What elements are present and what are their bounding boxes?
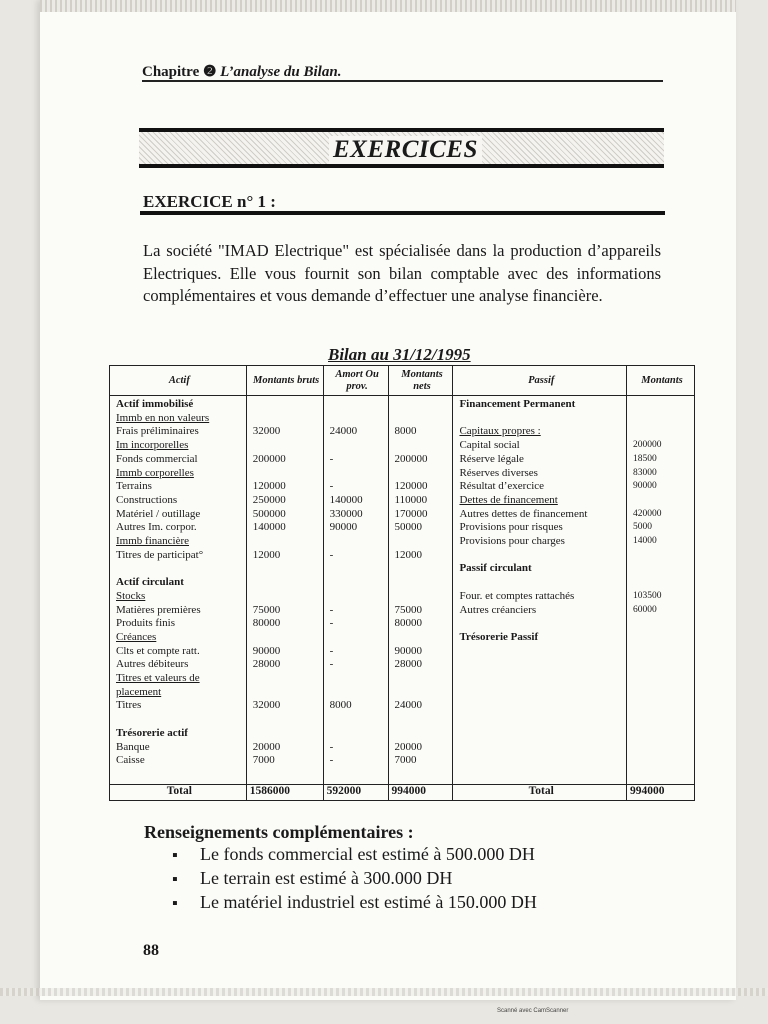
actif-label: Autres débiteurs [116, 658, 189, 671]
actif-label: Actif immobilisé [116, 398, 194, 410]
total-passif-value: 994000 [627, 785, 695, 801]
bruts-value: 32000 [252, 425, 281, 438]
amort-value: 24000 [329, 425, 358, 438]
renseignement-item: ▪ Le matériel industriel est estimé à 150.000 DH [172, 891, 537, 915]
renseignement-item: ▪ Le terrain est estimé à 300.000 DH [172, 867, 537, 891]
montants-column [630, 396, 694, 784]
exercices-banner [139, 128, 664, 168]
total-nets: 994000 [388, 785, 453, 801]
nets-value: 75000 [394, 603, 423, 616]
bruts-value: 120000 [252, 480, 286, 493]
actif-label: Titres de participat° [116, 548, 204, 561]
total-amort: 592000 [323, 785, 388, 801]
amort-value: 330000 [329, 507, 363, 520]
total-bruts: 1586000 [246, 785, 323, 801]
amort-value: - [329, 754, 334, 767]
amort-value: 8000 [329, 699, 352, 712]
amort-value: - [329, 480, 334, 493]
montants-value: 103500 [633, 590, 662, 601]
actif-label: Titres [116, 699, 142, 712]
nets-value: 7000 [394, 754, 417, 767]
bruts-value: 28000 [252, 658, 281, 671]
passif-label: Autres dettes de financement [459, 507, 588, 520]
passif-label: Autres créanciers [459, 603, 537, 616]
montants-value: 200000 [633, 440, 662, 451]
amort-value: - [329, 658, 334, 671]
amort-value: 140000 [329, 493, 363, 506]
bilan-table [109, 365, 695, 801]
nets-value: 20000 [394, 740, 423, 753]
actif-label: Fonds commercial [116, 452, 198, 465]
total-passif-label: Total [453, 785, 627, 801]
renseignements-title: Renseignements complémentaires : [144, 822, 414, 842]
chapter-header [142, 62, 341, 81]
nets-value: 110000 [394, 493, 428, 506]
renseignement-item: ▪ Le fonds commercial est estimé à 500.000 DH [172, 843, 537, 867]
header-nets: Montants nets [388, 366, 453, 396]
actif-label: Matières premières [116, 603, 201, 616]
nets-value: 80000 [394, 617, 423, 630]
actif-label: placement [116, 685, 162, 698]
actif-label: Terrains [116, 480, 152, 493]
actif-label: Immb en non valeurs [116, 411, 210, 424]
passif-label: Trésorerie Passif [459, 630, 539, 643]
exercise-title: EXERCICE n° 1 : [143, 192, 276, 211]
bilan-body-row [110, 396, 695, 785]
montants-value: 5000 [633, 522, 653, 533]
chapter-title: L’analyse du Bilan. [220, 64, 342, 80]
actif-label: Matériel / outillage [116, 507, 201, 520]
amort-column [327, 396, 388, 784]
montants-value: 90000 [633, 481, 657, 492]
header-amort: Amort Ou prov. [323, 366, 388, 396]
montants-value: 60000 [633, 604, 657, 615]
actif-label: Constructions [116, 493, 178, 506]
chapter-label: Chapitre ❷ [142, 64, 217, 80]
bruts-value: 500000 [252, 507, 286, 520]
page-number: 88 [143, 942, 159, 959]
montants-value: 420000 [633, 508, 662, 519]
amort-value: - [329, 603, 334, 616]
actif-label: Produits finis [116, 617, 175, 630]
passif-label: Capitaux propres : [459, 425, 541, 438]
bruts-value: 12000 [252, 548, 281, 561]
bruts-value: 7000 [252, 754, 275, 767]
bruts-value: 20000 [252, 740, 281, 753]
montants-value: 83000 [633, 467, 657, 478]
actif-label: Actif circulant [116, 576, 184, 589]
passif-label: Réserve légale [459, 452, 524, 465]
actif-label: Immb financière [116, 535, 189, 547]
actif-label: Immb corporelles [116, 466, 194, 479]
actif-label: Titres et valeurs de [116, 672, 200, 684]
actif-label: Stocks [116, 589, 146, 602]
bruts-value: 140000 [252, 521, 286, 534]
renseignements-list [172, 843, 537, 915]
passif-label: Four. et comptes rattachés [459, 589, 575, 602]
nets-column [392, 396, 453, 784]
bruts-value: 75000 [252, 603, 281, 616]
actif-label: Frais préliminaires [116, 425, 199, 438]
bruts-value: 200000 [252, 452, 286, 465]
actif-column [113, 396, 246, 784]
nets-value: 24000 [394, 699, 423, 712]
bruts-value: 80000 [252, 617, 281, 630]
actif-label: Trésorerie actif [116, 726, 188, 739]
header-rule [142, 80, 663, 82]
nets-value: 170000 [394, 507, 428, 520]
amort-value: - [329, 548, 334, 561]
passif-label: Capital social [459, 439, 520, 452]
passif-label: Financement Permanent [459, 398, 576, 410]
montants-value: 18500 [633, 453, 657, 464]
header-passif: Passif [453, 366, 627, 396]
passif-label: Dettes de financement [459, 493, 558, 506]
nets-value: 50000 [394, 521, 423, 534]
passif-label: Passif circulant [459, 562, 532, 575]
scanner-watermark: Scanné avec CamScanner [497, 1008, 569, 1014]
actif-label: Autres Im. corpor. [116, 521, 197, 534]
amort-value: - [329, 644, 334, 657]
bruts-value: 90000 [252, 644, 281, 657]
amort-value: - [329, 452, 334, 465]
nets-value: 120000 [394, 480, 428, 493]
actif-label: Im incorporelles [116, 439, 189, 452]
amort-value: - [329, 740, 334, 753]
passif-label: Provisions pour charges [459, 535, 565, 547]
passif-label: Résultat d’exercice [459, 480, 545, 493]
bruts-column [250, 396, 323, 784]
nets-value: 90000 [394, 644, 423, 657]
actif-label: Clts et compte ratt. [116, 644, 200, 657]
header-bruts: Montants bruts [246, 366, 323, 396]
bruts-value: 250000 [252, 493, 286, 506]
scan-edge-bottom [0, 988, 768, 996]
totals-row [110, 785, 695, 801]
exercise-rule [140, 211, 665, 215]
bilan-title: Bilan au 31/12/1995 [328, 345, 471, 364]
actif-label: Banque [116, 740, 150, 753]
banner-title: EXERCICES [329, 136, 482, 164]
passif-label: Provisions pour risques [459, 521, 563, 534]
nets-value: 200000 [394, 452, 428, 465]
actif-label: Créances [116, 630, 157, 643]
bruts-value: 32000 [252, 699, 281, 712]
amort-value: - [329, 617, 334, 630]
passif-column [456, 396, 626, 784]
nets-value: 12000 [394, 548, 423, 561]
header-actif: Actif [110, 366, 247, 396]
total-label: Total [110, 785, 247, 801]
actif-label: Caisse [116, 754, 145, 767]
nets-value: 8000 [394, 425, 417, 438]
montants-value: 14000 [633, 536, 657, 546]
intro-paragraph: La société "IMAD Electrique" est spécialisée dans la production d’appareils Electriques. Elle vous fournit son bilan comptable avec des informations complémentaires et vous demande d’effectuer une analyse financière. [143, 241, 661, 305]
bilan-header-row [110, 366, 695, 396]
amort-value: 90000 [329, 521, 358, 534]
scan-edge-top [40, 0, 736, 12]
header-montants: Montants [627, 366, 695, 396]
passif-label: Réserves diverses [459, 466, 538, 479]
nets-value: 28000 [394, 658, 423, 671]
